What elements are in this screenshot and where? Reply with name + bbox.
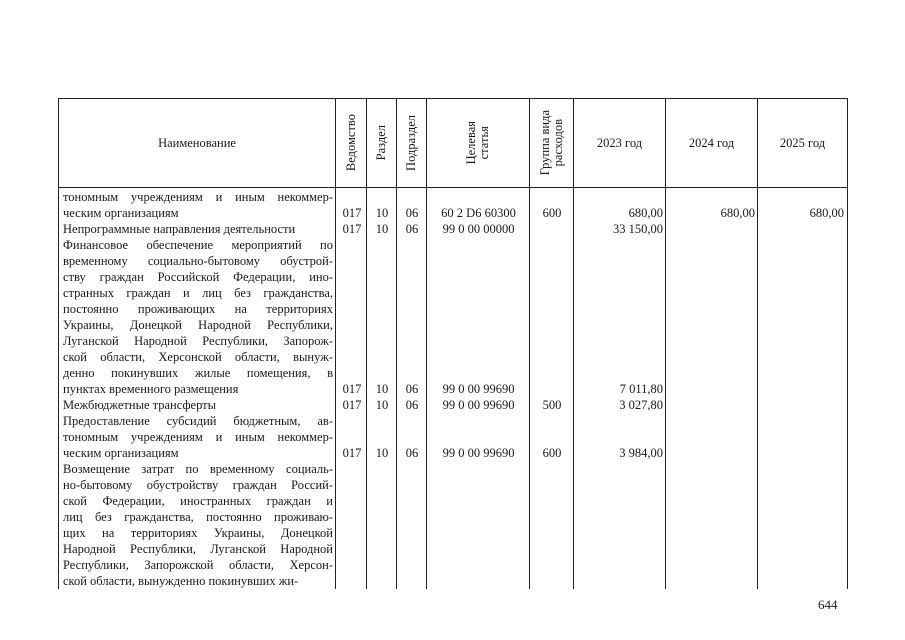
row-name-line: Предоставление субсидий бюджетным, ав- bbox=[63, 414, 333, 428]
header-vedomstvo-label: Ведомство bbox=[343, 114, 358, 172]
row-name-line: Непрограммные направления деятельности bbox=[63, 222, 296, 236]
row-celevaya: 99 0 00 00000 bbox=[442, 222, 515, 236]
header-year-2025-label: 2025 год bbox=[779, 136, 826, 150]
row-name-line: Луганской Народной Республики, Запорож- bbox=[63, 334, 333, 348]
row-gruppa: 600 bbox=[542, 446, 562, 460]
row-name-line: денно покинувших жилые помещения, в bbox=[63, 366, 333, 380]
row-gruppa: 500 bbox=[542, 398, 562, 412]
row-name-line: странных граждан и лиц без гражданства, bbox=[63, 286, 333, 300]
header-name bbox=[59, 99, 335, 187]
row-name-line: Возмещение затрат по временному социаль- bbox=[63, 462, 333, 476]
row-name-line: щих на территориях Украины, Донецкой bbox=[63, 526, 333, 540]
header-celevaya bbox=[427, 99, 529, 187]
row-gruppa: 600 bbox=[542, 206, 562, 220]
header-name-label: Наименование bbox=[158, 136, 236, 150]
row-razdel: 10 bbox=[375, 446, 389, 460]
row-celevaya: 99 0 00 99690 bbox=[442, 446, 515, 460]
row-name-line: ческим организациям bbox=[63, 446, 179, 460]
row-name-line: Финансовое обеспечение мероприятий по bbox=[63, 238, 333, 252]
row-podrazdel: 06 bbox=[405, 398, 419, 412]
header-gruppa-line2: расходов bbox=[550, 119, 565, 167]
header-gruppa-line1: Группа вида bbox=[537, 110, 552, 176]
header-vedomstvo bbox=[336, 99, 366, 187]
header-gruppa-label bbox=[539, 110, 565, 175]
row-name-line: ческим организациям bbox=[63, 206, 179, 220]
row-podrazdel: 06 bbox=[405, 222, 419, 236]
row-name-line: постоянно проживающих на территориях bbox=[63, 302, 333, 316]
row-name-line: тономным учреждениям и иным некоммер- bbox=[63, 430, 333, 444]
row-value-2023: 7 011,80 bbox=[619, 382, 663, 396]
row-value-2024: 680,00 bbox=[720, 206, 755, 220]
header-year-2023 bbox=[574, 99, 665, 187]
row-razdel: 10 bbox=[375, 222, 389, 236]
row-name-line: Украины, Донецкой Народной Республики, bbox=[63, 318, 333, 332]
row-value-2023: 3 027,80 bbox=[619, 398, 663, 412]
header-year-2024-label: 2024 год bbox=[688, 136, 735, 150]
row-value-2025: 680,00 bbox=[809, 206, 844, 220]
header-celevaya-line1: Целевая bbox=[464, 121, 478, 165]
row-vedomstvo: 017 bbox=[342, 206, 362, 220]
header-podrazdel bbox=[397, 99, 426, 187]
header-gruppa bbox=[530, 99, 573, 187]
row-name-line: ской области, вынужденно покинувших жи- bbox=[63, 574, 299, 588]
row-razdel: 10 bbox=[375, 398, 389, 412]
row-vedomstvo: 017 bbox=[342, 446, 362, 460]
row-name-line: тономным учреждениям и иным некоммер- bbox=[63, 190, 333, 204]
row-celevaya: 99 0 00 99690 bbox=[442, 398, 515, 412]
header-year-2023-label: 2023 год bbox=[596, 136, 643, 150]
row-celevaya: 60 2 D6 60300 bbox=[441, 206, 516, 220]
row-name-line: ству граждан Российской Федерации, ино- bbox=[63, 270, 333, 284]
row-name-line: Межбюджетные трансферты bbox=[63, 398, 217, 412]
row-name-line: ской Федерации, иностранных граждан и bbox=[63, 494, 333, 508]
page-number: 644 bbox=[818, 597, 838, 612]
header-razdel-label: Раздел bbox=[374, 125, 388, 161]
header-celevaya-label bbox=[465, 121, 491, 164]
row-vedomstvo: 017 bbox=[342, 398, 362, 412]
budget-table bbox=[58, 98, 848, 589]
row-razdel: 10 bbox=[375, 382, 389, 396]
row-vedomstvo: 017 bbox=[342, 382, 362, 396]
row-celevaya: 99 0 00 99690 bbox=[442, 382, 515, 396]
row-name-line: временному социально-бытовому обустрой- bbox=[63, 254, 333, 268]
row-name-line: лиц без гражданства, постоянно проживаю- bbox=[63, 510, 333, 524]
row-podrazdel: 06 bbox=[405, 446, 419, 460]
row-value-2023: 3 984,00 bbox=[619, 446, 663, 460]
header-razdel bbox=[367, 99, 396, 187]
row-name-line: ской области, Херсонской области, вынуж- bbox=[63, 350, 333, 364]
row-vedomstvo: 017 bbox=[342, 222, 362, 236]
row-name-line: Народной Республики, Луганской Народной bbox=[63, 542, 333, 556]
row-podrazdel: 06 bbox=[405, 206, 419, 220]
row-value-2023: 680,00 bbox=[628, 206, 663, 220]
row-name-line: Республики, Запорожской области, Херсон- bbox=[63, 558, 333, 572]
row-razdel: 10 bbox=[375, 206, 389, 220]
header-divider bbox=[59, 187, 847, 188]
header-year-2024 bbox=[666, 99, 757, 187]
header-year-2025 bbox=[758, 99, 847, 187]
header-celevaya-line2: статья bbox=[477, 126, 491, 160]
header-podrazdel-label: Подраздел bbox=[404, 115, 418, 171]
row-podrazdel: 06 bbox=[405, 382, 419, 396]
row-name-line: пунктах временного размещения bbox=[63, 382, 239, 396]
row-name-line: но-бытовому обустройству граждан Россий- bbox=[63, 478, 333, 492]
row-value-2023: 33 150,00 bbox=[613, 222, 663, 236]
